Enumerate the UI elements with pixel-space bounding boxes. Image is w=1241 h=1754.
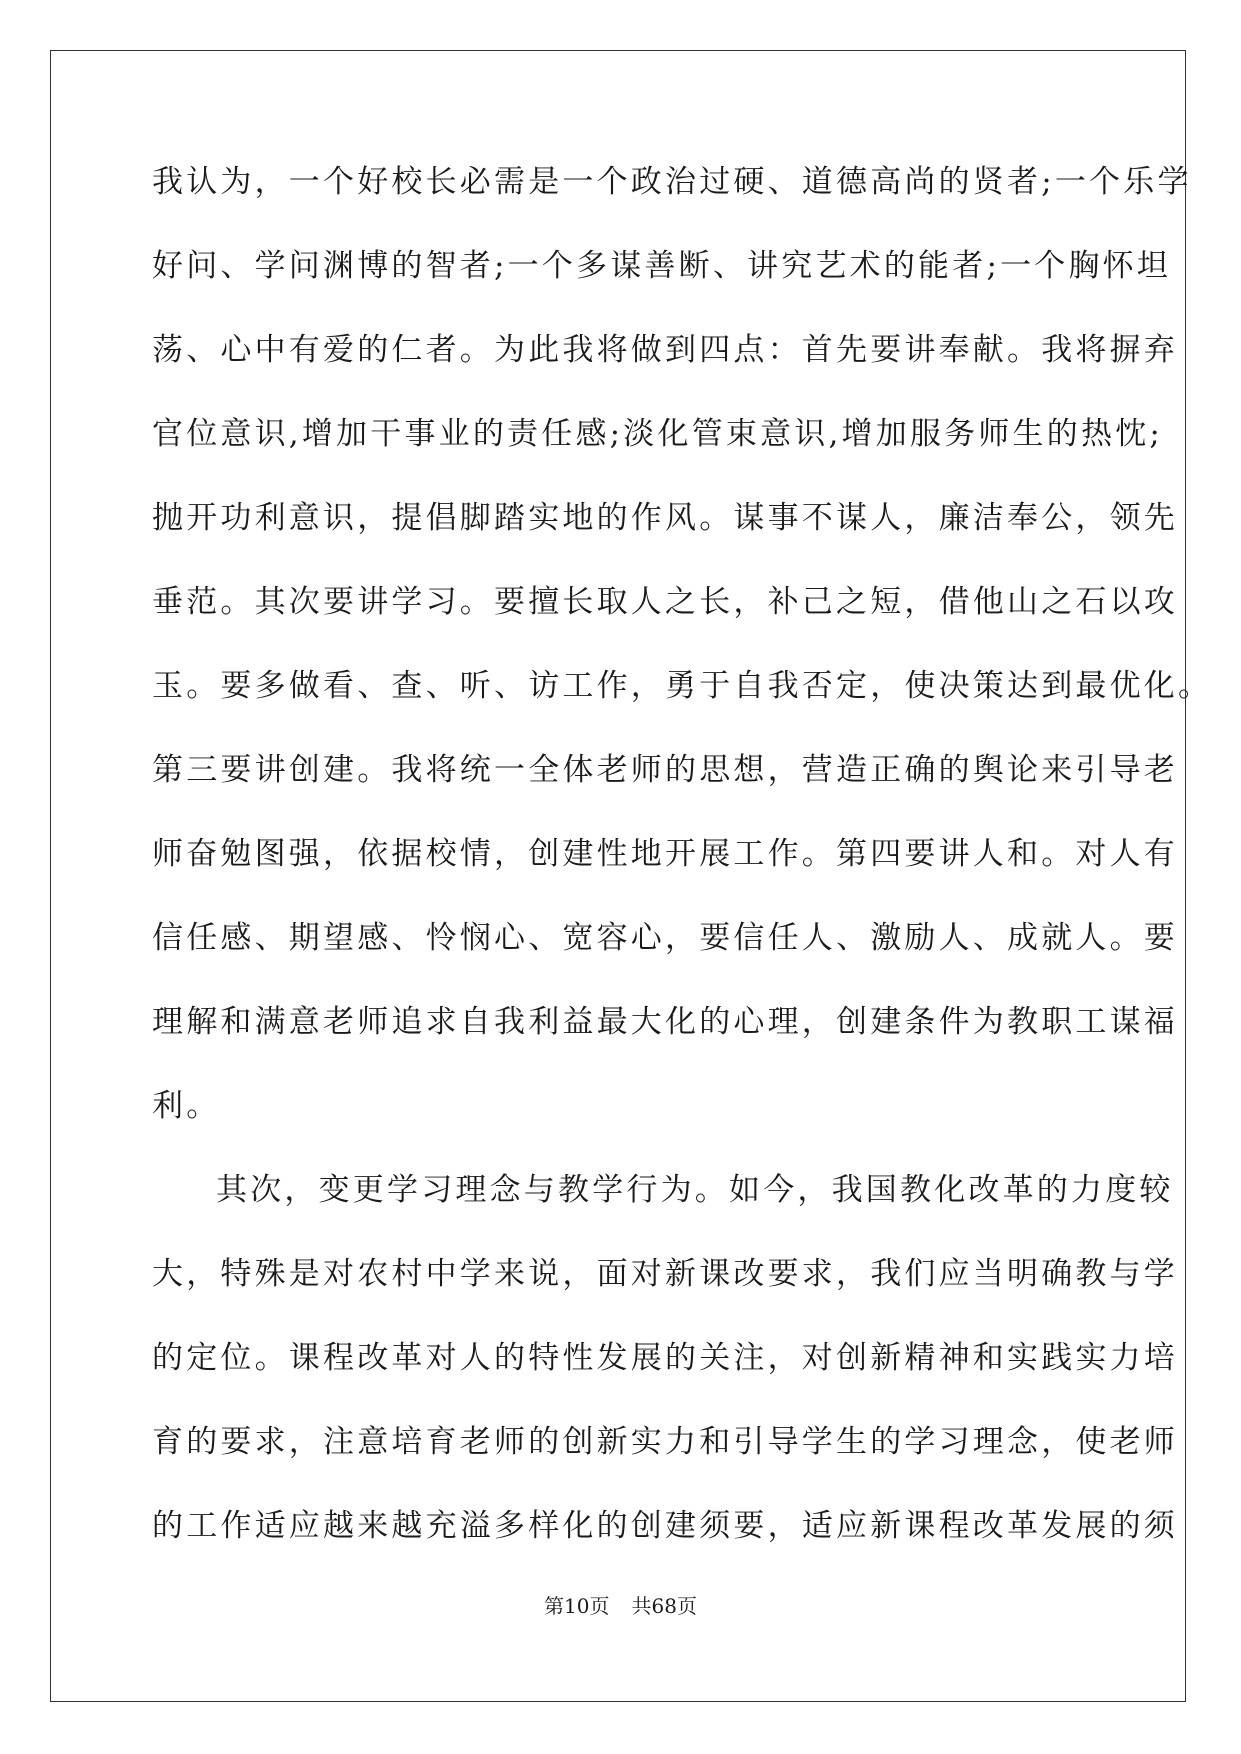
text-line: 第三要讲创建。我将统一全体老师的思想，营造正确的舆论来引导老 <box>152 752 1178 788</box>
text-line: 信任感、期望感、怜悯心、宽容心，要信任人、激励人、成就人。要 <box>152 920 1178 956</box>
body-text <box>152 160 1213 1588</box>
text-line: 垂范。其次要讲学习。要擅长取人之长，补己之短，借他山之石以攻 <box>152 584 1178 620</box>
text-line: 抛开功利意识，提倡脚踏实地的作风。谋事不谋人，廉洁奉公，领先 <box>152 500 1178 536</box>
text-line: 好问、学问渊博的智者;一个多谋善断、讲究艺术的能者;一个胸怀坦 <box>152 248 1172 284</box>
text-line: 育的要求，注意培育老师的创新实力和引导学生的学习理念，使老师 <box>152 1424 1178 1460</box>
page-number: 第10页 <box>544 1594 610 1618</box>
text-line: 我认为，一个好校长必需是一个政治过硬、道德高尚的贤者;一个乐学 <box>152 164 1192 200</box>
text-line: 利。 <box>152 1088 221 1124</box>
text-line: 的工作适应越来越充溢多样化的创建须要，适应新课程改革发展的须 <box>152 1508 1178 1544</box>
text-line: 的定位。课程改革对人的特性发展的关注，对创新精神和实践实力培 <box>152 1340 1178 1376</box>
page-total: 共68页 <box>631 1594 697 1618</box>
text-line: 大，特殊是对农村中学来说，面对新课改要求，我们应当明确教与学 <box>152 1256 1178 1292</box>
text-line: 官位意识,增加干事业的责任感;淡化管束意识,增加服务师生的热忱; <box>152 416 1163 452</box>
page-footer <box>0 1590 1241 1619</box>
text-line: 理解和满意老师追求自我利益最大化的心理，创建条件为教职工谋福 <box>152 1004 1178 1040</box>
text-line: 师奋勉图强，依据校情，创建性地开展工作。第四要讲人和。对人有 <box>152 836 1178 872</box>
paragraph-start-line: 其次，变更学习理念与教学行为。如今，我国教化改革的力度较 <box>216 1172 1174 1208</box>
text-line: 玉。要多做看、查、听、访工作，勇于自我否定，使决策达到最优化。 <box>152 668 1213 704</box>
text-line: 荡、心中有爱的仁者。为此我将做到四点：首先要讲奉献。我将摒弃 <box>152 332 1178 368</box>
